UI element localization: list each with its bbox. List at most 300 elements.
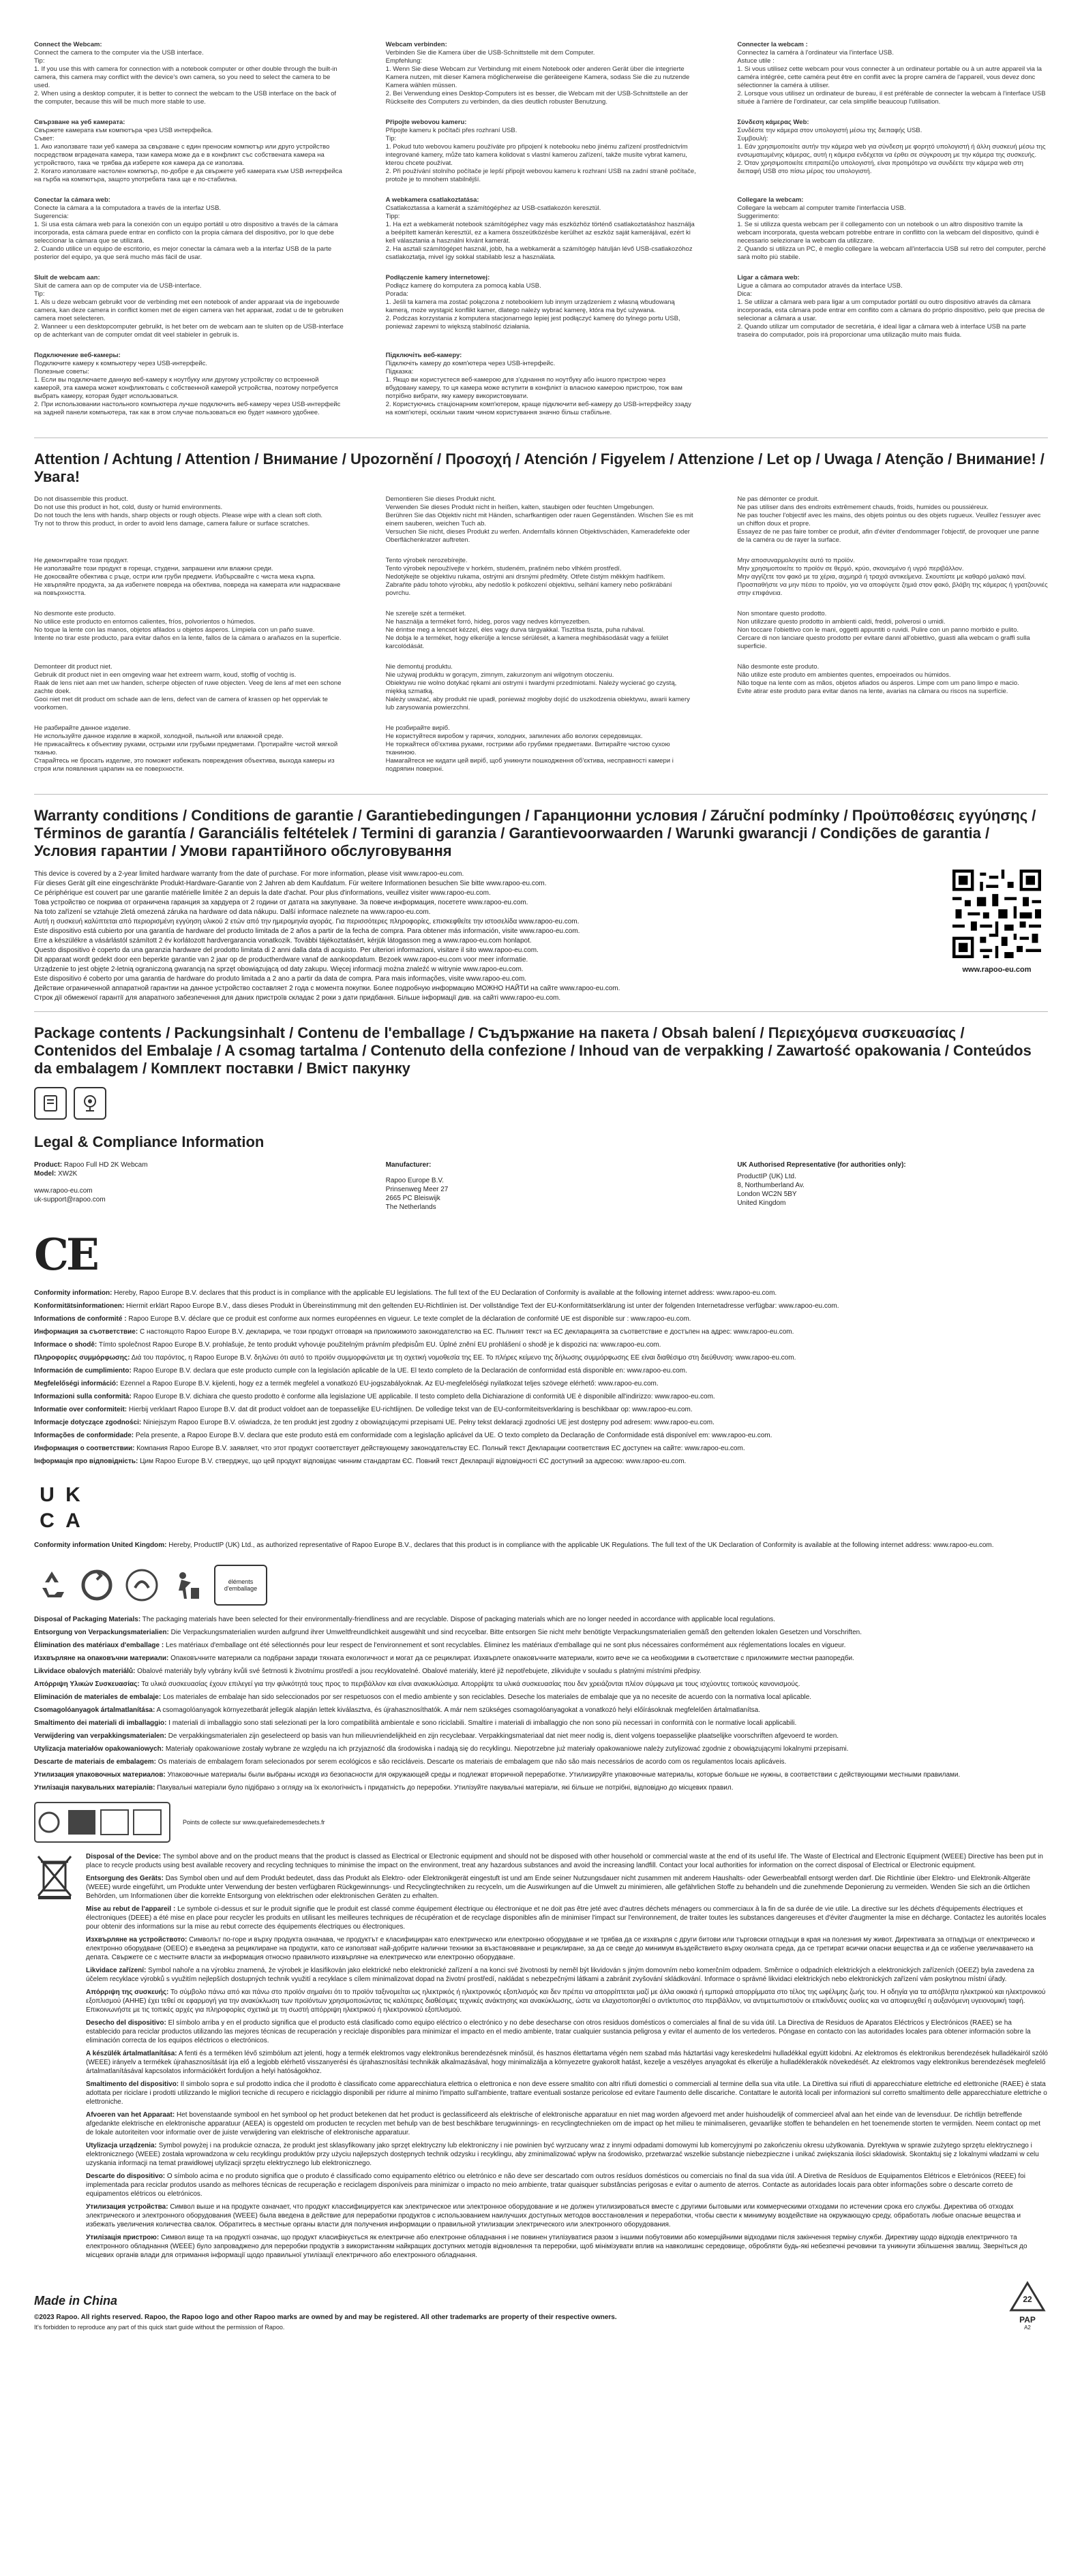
instruction-line: 2. Когато използвате настолен компютър, по-добре е да свържете уеб камерата към USB интерфейса на гърба на компютъра, защото употребата така ще е по-стабилна. bbox=[34, 168, 342, 183]
instruction-line: Συμβουλή: bbox=[737, 135, 768, 142]
conformity-item-label: Megfelelőségi információ: bbox=[34, 1380, 119, 1387]
attention-line: Ne pas démonter ce produit. bbox=[737, 495, 820, 503]
instruction-block bbox=[34, 352, 345, 417]
conformity-item-text: Rapoo Europe B.V. dichiara che questo prodotto è conforme alla legislazione UE applicabile. Il testo completo della Dichiarazione di conformità UE è disponibile all'indirizzo: www.rapoo-eu.com. bbox=[133, 1393, 715, 1400]
attention-line: Gebruik dit product niet in een omgeving waar het extreem warm, koud, stoffig of vochtig is. bbox=[34, 671, 297, 679]
attention-heading: Attention / Achtung / Attention / Внимание / Upozornění / Προσοχή / Atención / Figyelem / Attenzione / Let op / Uwaga / Atenção / Внимание! / Увага! bbox=[34, 450, 1045, 485]
conformity-item-label: Информация о соответствии: bbox=[34, 1445, 135, 1452]
attention-line: Не торкайтеся об'єктива руками, гострими або грубими предметами. Витирайте чистою сухою тканиною. bbox=[385, 741, 670, 756]
instruction-line: 1. Pokud tuto webovou kameru používáte pro připojení k notebooku nebo jinému zařízení prostřednictvím integrované kamery, může tato kamera kolidovat s vlastní kamerou zařízení, takže musíte vybrat kameru, kterou chcete používat. bbox=[385, 143, 688, 167]
instruction-title: Connect the Webcam: bbox=[34, 41, 102, 48]
instruction-block bbox=[34, 196, 345, 262]
instruction-line: Ligue a câmara ao computador através da interface USB. bbox=[737, 282, 903, 290]
instruction-line: 2. Quando utilizar um computador de secretária, é ideal ligar a câmara web à interface USB na parte traseira do computador, pois irá proporcionar uma utilização muito mais fluida. bbox=[737, 323, 1026, 339]
instruction-line: Connectez la caméra à l'ordinateur via l'interface USB. bbox=[737, 49, 894, 57]
attention-line: Μην αγγίζετε τον φακό με τα χέρια, αιχμηρά ή τραχιά αντικείμενα. Σκουπίστε με καθαρό μαλακό πανί. bbox=[737, 573, 1027, 581]
weee-item-text: Das Symbol oben und auf dem Produkt bedeutet, dass das Produkt als Elektro- oder Elektronikgerät eingestuft ist und am Ende seiner Nutzungsdauer nicht zusammen mit anderem Haushalts- oder Gewerbeabfall entsorgt werden darf. Die Richtlinie über Elektro- und Elektronik-Altgeräte (WEEE) wurde eingeführt, um Produkte unter Verwendung der besten verfügbaren Rückgewinnungs- und Recyclingtechniken zu recyceln, um die Auswirkungen auf die Umwelt zu minimieren, alle gefährlichen Stoffe zu behandeln und die zunehmende Deponierung zu vermeiden. Wenden Sie sich an die örtlichen Behörden, um Informationen über die korrekte Entsorgung von elektrischen oder elektronischen Geräten zu erhalten. bbox=[86, 1875, 1031, 1900]
copyright-note: It's forbidden to reproduce any part of this quick start guide without the permission of Rapoo. bbox=[34, 2324, 285, 2331]
conformity-item bbox=[34, 1431, 1048, 1440]
attention-line: Evite atirar este produto para evitar danos na lente, avarias na câmara ou riscos na superfície. bbox=[737, 688, 1008, 695]
weee-item-label: Απόρριψη της συσκευής: bbox=[86, 1989, 169, 1996]
weee-item-text: Символът по-горе и върху продукта означава, че продуктът е класифициран като електрическо или електронно оборудване и не трябва да се изхвърля с други битови или търговски отпадъци в края на полезния му живот. Директивата за отпадъци от електрическо и електронно оборудване (ОЕЕО) е въведена за рециклиране на продукти, като се използват най-добрите налични техники за възстановяване и рециклиране, за да се сведе до минимум въздействието върху околната среда, да се третират всички опасни вещества и да се избегне увеличаването на депата. Свържете се с местните власти за информация относно правилното изхвърляне на електрическо или електронно оборудване. bbox=[86, 1936, 1035, 1961]
conformity-item bbox=[34, 1457, 1048, 1466]
legal-info bbox=[34, 1161, 1048, 1212]
instruction-line: 1. Wenn Sie diese Webcam zur Verbindung mit einem Notebook oder anderen Gerät über die integrierte Kamera nutzen, mit dieser Kamera möglicherweise die geräteeigene Kamera, sodass Sie die zu nutzende Kamera wählen müssen. bbox=[385, 65, 690, 89]
model-label: Model: bbox=[34, 1170, 57, 1178]
attention-line: Não desmonte este produto. bbox=[737, 663, 820, 671]
instruction-line: Sugerencia: bbox=[34, 213, 69, 220]
conformity-item bbox=[34, 1392, 1048, 1401]
product-label: Product: bbox=[34, 1161, 63, 1169]
attention-block bbox=[386, 663, 697, 712]
instruction-title: Connecter la webcam : bbox=[737, 41, 808, 48]
qr-code-icon bbox=[952, 870, 1041, 958]
attention-line: Należy uważać, aby produkt nie upadł, ponieważ mogłoby dojść do uszkodzenia obiektywu, awarii kamery lub zarysowania powierzchni. bbox=[385, 696, 690, 711]
warranty-line: This device is covered by a 2-year limited hardware warranty from the date of purchase. For more information, please visit www.rapoo-eu.com. bbox=[34, 870, 464, 878]
conformity-item-label: Información de cumplimiento: bbox=[34, 1367, 132, 1375]
attention-block bbox=[737, 557, 1048, 598]
warranty-line: Действие ограниченной аппаратной гарантии на данное устройство составляет 2 года с момента покупки. Более подробную информацию МОЖНО НАЙТИ на сайте www.rapoo-eu.com. bbox=[34, 985, 620, 992]
conformity-item-text: Tímto společnost Rapoo Europe B.V. prohlašuje, že tento produkt vyhovuje použitelným právním předpisům EU. Úplné znění EU prohlášení o shodě je k dispozici na: www.rapoo-eu.com. bbox=[98, 1341, 661, 1349]
conformity-item-label: Informacje dotyczące zgodności: bbox=[34, 1419, 142, 1426]
instruction-title: Collegare la webcam: bbox=[737, 196, 804, 204]
packaging-item-label: Eliminación de materiales de embalaje: bbox=[34, 1693, 162, 1701]
instruction-block bbox=[737, 352, 1048, 417]
instruction-block bbox=[34, 41, 345, 106]
conformity-item bbox=[34, 1315, 1048, 1323]
legal-heading: Legal & Compliance Information bbox=[34, 1133, 265, 1150]
packaging-item-label: Entsorgung von Verpackungsmaterialien: bbox=[34, 1629, 169, 1636]
packaging-item-text: Die Verpackungsmaterialien wurden aufgrund ihrer Umweltfreundlichkeit ausgewählt und sind recycelbar. Bitte entsorgen Sie nicht mehr benötigte Verpackungsmaterialien gemäß den geltenden lokalen Gesetzen und Vorschriften. bbox=[170, 1629, 862, 1636]
attention-block bbox=[34, 610, 345, 651]
packaging-item bbox=[34, 1628, 1048, 1637]
attention-line: Старайтесь не бросать изделие, это поможет избежать повреждения объектива, выхода камеры из строя или появления царапин на ее поверхности. bbox=[34, 757, 335, 773]
warranty-line: Dit apparaat wordt gedekt door een beperkte garantie van 2 jaar op de productherdware vanaf de aankoopdatum. Bezoek www.rapoo-eu.com voor meer informatie. bbox=[34, 956, 528, 964]
warranty-line: Това устройство се покрива от ограничена гаранция за хардуера от 2 години от датата на закупуване. За повече информация, посетете www.rapoo-eu.com. bbox=[34, 899, 528, 906]
attention-line: Intente no tirar este producto, para evitar daños en la lente, fallos de la cámara o arañazos en la superficie. bbox=[34, 634, 342, 642]
weee-item-text: Het bovenstaande symbool en het symbool op het product betekenen dat het product is geclassificeerd als elektrische of elektronische apparatuur en niet mag worden afgevoerd met ander huishoudelijk of commercieel afval aan het einde van de levensduur. De richtlijn betreffende afgedankte elektrische en elektronische apparatuur (AEEA) is opgesteld om producten te recyclen met behulp van de best beschikbare terugwinnings- en recyclingtechnieken om de impact op het milieu te minimaliseren, gevaarlijke stoffen te behandelen en het toenemende storten te vermijden. Neem contact op met de lokale autoriteiten voor informatie over de juiste verwijdering van elektrische of elektronische apparatuur. bbox=[86, 2111, 1041, 2136]
instruction-line: Підказка: bbox=[385, 368, 414, 375]
attention-line: Non toccare l'obiettivo con le mani, oggetti appuntiti o ruvidi. Pulire con un panno morbido e pulito. bbox=[737, 626, 1019, 634]
packaging-disposal-list bbox=[34, 1615, 1048, 1792]
packaging-item bbox=[34, 1693, 1048, 1702]
weee-item bbox=[86, 1988, 1048, 2014]
instruction-line: 1. Si usa esta cámara web para la conexión con un equipo portátil u otro dispositivo a través de la cámara incorporada, esta cámara puede entrar en conflicto con la propia cámara del dispositivo, por lo que debe seleccionar la cámara que se utilizará. bbox=[34, 221, 338, 245]
warranty-heading: Warranty conditions / Conditions de garantie / Garantiebedingungen / Гаранционни условия / Záruční podmínky / Προϋποθέσεις εγγύησης / Términos de garantía / Garanciális feltételek / Termini di garanzia / Garantievoorwaarden / Warunki gwarancji / Condições de garantia / Условия гарантии / Умови гарантійного обслуговування bbox=[34, 807, 1036, 859]
weee-item bbox=[86, 2049, 1048, 2076]
instruction-line: 2. Lorsque vous utilisez un ordinateur de bureau, il est préférable de connecter la webcam à l'interface USB située à l'arrière de l'ordinateur, car cela simplifie beaucoup l'utilisation. bbox=[737, 90, 1046, 106]
packaging-item-text: Опаковъчните материали са подбрани заради тяхната екологичност и могат да се рециклират. Изхвърлете опаковъчните материали, които вече не са необходими в съответствие с приложимите местни разпоредби. bbox=[170, 1655, 854, 1662]
weee-item-text: El símbolo arriba y en el producto significa que el producto está clasificado como equipo eléctrico o electrónico y no debe desecharse con otros residuos domésticos o comerciales al final de su vida útil. La Directiva de Residuos de Aparatos Eléctricos y Electrónicos (RAEE) se ha establecido para reciclar productos utilizando las mejores técnicas de recuperación y reciclaje disponibles para minimizar el impacto en el medio ambiente, tratar cualquier sustancia peligrosa y evitar el aumento de los vertederos. Póngase en contacto con las autoridades locales para obtener información sobre la eliminación correcta de los equipos eléctricos o electrónicos. bbox=[86, 2019, 1031, 2044]
instruction-line: 2. Podczas korzystania z komputera stacjonarnego lepiej jest podłączyć kamerę do tylnego portu USB, ponieważ zapewni to większą stabilność działania. bbox=[385, 315, 680, 331]
conformity-item-text: Hereby, Rapoo Europe B.V. declares that this product is in compliance with the applicable EU legislations. The full text of the EU Declaration of Conformity is available at the following internet address: www.rapoo-eu.com. bbox=[114, 1289, 777, 1297]
instruction-block bbox=[737, 196, 1048, 262]
conformity-item-text: Niniejszym Rapoo Europe B.V. oświadcza, że ten produkt jest zgodny z obowiązującymi przepisami UE. Pełny tekst deklaracji zgodności UE jest dostępny pod adresem: www.rapoo-eu.com. bbox=[143, 1419, 715, 1426]
conformity-item-label: Πληροφορίες συμμόρφωσης: bbox=[34, 1354, 130, 1362]
instruction-line: 2. Bei Verwendung eines Desktop-Computers ist es besser, die Webcam mit der USB-Schnittstelle an der Rückseite des Computers zu verbinden, da dies deutlich robuster Benutzung. bbox=[385, 90, 689, 106]
conformity-item-text: Rapoo Europe B.V. déclare que ce produit est conforme aux normes européennes en vigueur. Le texte complet de la déclaration de conformité UE est disponible sur : www.rapoo-eu.com. bbox=[128, 1315, 691, 1323]
instruction-line: 1. Если вы подключаете данную веб-камеру к ноутбуку или другому устройству со встроенной камерой, эта камера может конфликтовать с собственной камерой устройства, поэтому потребуется выбрать камеру, которая будет использоваться. bbox=[34, 376, 338, 400]
ce-mark-icon: CE bbox=[34, 1229, 97, 1281]
instruction-title: Ligar a câmara web: bbox=[737, 274, 800, 281]
attention-line: Не докосвайте обектива с ръце, остри или груби предмети. Избърсвайте с чиста мека кърпа. bbox=[34, 573, 316, 581]
attention-line: Zabraňte pádu tohoto výrobku, aby nedošlo k poškození objektivu, selhání kamery nebo poškrábání povrchu. bbox=[385, 581, 672, 597]
packaging-item bbox=[34, 1770, 1048, 1779]
ukca-letter: A bbox=[65, 1509, 80, 1532]
legal-site: www.rapoo-eu.com bbox=[34, 1187, 93, 1195]
attention-line: No toque la lente con las manos, objetos afilados u objetos ásperos. Límpiela con un paño suave. bbox=[34, 626, 315, 634]
ukca-letter: C bbox=[40, 1509, 55, 1532]
instruction-line: 2. When using a desktop computer, it is better to connect the webcam to the USB interface on the back of the computer, because this will be much more stable to use. bbox=[34, 90, 337, 106]
packaging-item-text: Materiały opakowaniowe zostały wybrane ze względu na ich przyjazność dla środowiska i nadają się do recyklingu. Niepotrzebne już materiały opakowaniowe należy zutylizować zgodnie z obowiązującymi lokalnymi przepisami. bbox=[165, 1745, 849, 1753]
attention-line: Non smontare questo prodotto. bbox=[737, 610, 827, 617]
pap-number: 22 bbox=[1023, 2295, 1032, 2304]
instruction-line: Připojte kameru k počítači přes rozhraní USB. bbox=[385, 127, 517, 134]
attention-line: Намагайтеся не кидати цей виріб, щоб уникнути пошкодження об'єктива, несправності камери і подряпин поверхні. bbox=[385, 757, 674, 773]
instruction-block bbox=[34, 274, 345, 339]
weee-item bbox=[86, 2233, 1048, 2260]
recycle-icons bbox=[34, 1565, 1048, 1606]
instruction-line: Suggerimento: bbox=[737, 213, 780, 220]
weee-item-label: Disposal of the Device: bbox=[86, 1853, 162, 1860]
weee-item-label: Утилізація пристрою: bbox=[86, 2234, 160, 2241]
packaging-item-text: De verpakkingsmaterialen zijn geselecteerd op basis van hun milieuvriendelijkheid en zijn recyclebaar. Verpakkingsmateriaal dat niet meer nodig is, dient volgens toepasselijke plaatselijke voorschriften afgevoerd te worden. bbox=[168, 1732, 839, 1740]
instruction-line: 1. If you use this with camera for connection with a notebook computer or other double through the built-in camera, this camera may conflict with the device's own camera, so you need to select the camera to be used. bbox=[34, 65, 337, 89]
instruction-line: Dica: bbox=[737, 290, 752, 298]
weee-item-label: Утилизация устройства: bbox=[86, 2203, 168, 2211]
instruction-line: Tip: bbox=[385, 135, 397, 142]
conformity-item-label: Інформація про відповідність: bbox=[34, 1458, 138, 1465]
attention-line: Obiektywu nie wolno dotykać rękami ani ostrymi i twardymi przedmiotami. Należy wycierać go czystą, miękką szmatką. bbox=[385, 679, 677, 695]
attention-block bbox=[737, 663, 1048, 712]
weee-item bbox=[86, 1874, 1048, 1901]
weee-item-text: Il simbolo sopra e sul prodotto indica che il prodotto è classificato come apparecchiatura elettrica o elettronica e non deve essere smaltito con altri rifiuti domestici o commerciali al termine della sua vita utile. La Direttiva sui rifiuti di apparecchiature elettriche ed elettroniche (RAEE) è stata adottata per riciclare i prodotti utilizzando le migliori tecniche di recupero e riciclaggio disponibili per ridurre al minimo l'impatto sull'ambiente, trattare eventuali sostanze pericolose ed evitare l'aumento delle discariche. Contattare le autorità locali per informazioni sul corretto smaltimento delle apparecchiature elettriche o elettroniche. bbox=[86, 2081, 1047, 2106]
attention-line: Non utilizzare questo prodotto in ambienti caldi, freddi, polverosi o umidi. bbox=[737, 618, 946, 626]
packaging-item-label: Disposal of Packaging Materials: bbox=[34, 1616, 141, 1623]
manufacturer-line: 2665 PC Bleiswijk bbox=[385, 1195, 440, 1202]
packaging-item-label: Descarte de materiais de embalagem: bbox=[34, 1758, 156, 1766]
attention-block bbox=[34, 557, 345, 598]
attention-line: Demontieren Sie dieses Produkt nicht. bbox=[385, 495, 496, 503]
attention-line: Ne használja a terméket forró, hideg, poros vagy nedves környezetben. bbox=[385, 618, 591, 626]
product-info bbox=[34, 1161, 345, 1212]
instruction-line: Sluit de camera aan op de computer via de USB-interface. bbox=[34, 282, 202, 290]
weee-item-label: Descarte do dispositivo: bbox=[86, 2173, 166, 2180]
warranty-line: Für dieses Gerät gilt eine eingeschränkte Produkt-Hardware-Garantie von 2 Jahren ab dem Kaufdatum. Für weitere Informationen besuchen Sie bitte www.rapoo-eu.com. bbox=[34, 880, 547, 887]
instruction-line: Verbinden Sie die Kamera über die USB-Schnittstelle mit dem Computer. bbox=[385, 49, 595, 57]
instruction-line: 1. Εάν χρησιμοποιείτε αυτήν την κάμερα web για σύνδεση με φορητό υπολογιστή ή άλλη συσκευή μέσω της ενσωματωμένης κάμερας, αυτή η κάμερα ενδέχεται να έρθει σε σύγκρουση με την κάμερα της συσκευής. bbox=[737, 143, 1046, 159]
attention-line: Tento výrobek nepoužívejte v horkém, studeném, prašném nebo vlhkém prostředí. bbox=[385, 565, 622, 572]
conformity-item-text: Цим Rapoo Europe B.V. стверджує, що цей продукт відповідає чинним стандартам ЄС. Повний текст Декларації відповідності ЄС доступний за адресою: www.rapoo-eu.com. bbox=[140, 1458, 687, 1465]
attention-section bbox=[34, 495, 1048, 786]
manufacturer-info bbox=[386, 1161, 697, 1212]
packaging-item-text: Les matériaux d'emballage ont été sélectionnés pour leur respect de l'environnement et sont recyclables. Éliminez les matériaux d'emballage qui ne sont plus nécessaires conformément aux réglementations locales en vigueur. bbox=[166, 1642, 846, 1649]
weee-item bbox=[86, 2080, 1048, 2106]
packaging-item-label: Élimination des matériaux d'emballage : bbox=[34, 1642, 164, 1649]
product-value: Rapoo Full HD 2K Webcam bbox=[63, 1161, 148, 1169]
conformity-item-text: Rapoo Europe B.V. declara que este producto cumple con la legislación aplicable de la UE. El texto completo de la Declaración de conformidad está disponible en: www.rapoo-eu.com. bbox=[133, 1367, 687, 1375]
weee-bin-icon bbox=[34, 1852, 75, 1900]
weee-item-label: Desecho del dispositivo: bbox=[86, 2019, 166, 2027]
conformity-item-label: Informações de conformidade: bbox=[34, 1432, 134, 1439]
instruction-line: Подключите камеру к компьютеру через USB-интерфейс. bbox=[34, 360, 208, 367]
weee-item-label: Entsorgung des Geräts: bbox=[86, 1875, 164, 1882]
attention-line: Не демонтирайте този продукт. bbox=[34, 557, 129, 564]
warranty-section bbox=[34, 870, 1048, 1003]
weee-item-text: Le symbole ci-dessus et sur le produit signifie que le produit est classé comme équipement électrique ou électronique et ne doit pas être jeté avec d'autres déchets ménagers ou commerciaux à la fin de sa durée de vie utile. La directive sur les déchets d'équipements électriques et électroniques (DEEE) a été mise en place pour recycler les produits en utilisant les meilleures techniques de récupération et de recyclage disponibles afin de minimiser l'impact sur l'environnement, de traiter toutes les substances dangereuses et d'éviter d'augmenter la mise en décharge. Contactez les autorités locales pour obtenir des informations sur la mise au rebut correcte des équipements électriques ou électroniques. bbox=[86, 1905, 1047, 1931]
packaging-item-text: Los materiales de embalaje han sido seleccionados por ser respetuosos con el medio ambiente y son reciclables. Deseche los materiales de embalaje que ya no necesite de acuerdo con la normativa local aplicable. bbox=[162, 1693, 812, 1701]
instruction-line: 2. Wanneer u een desktopcomputer gebruikt, is het beter om de webcam aan te sluiten op de USB-interface op de achterkant van de computer omdat dit veel stabieler in gebruik is. bbox=[34, 323, 344, 339]
attention-line: No desmonte este producto. bbox=[34, 610, 116, 617]
instruction-line: 2. Ha asztali számítógépet használ, jobb, ha a webkamerát a számítógép hátulján lévő USB-csatlakozóhoz csatlakoztatja, mivel így sokkal stabilabb lesz a használata. bbox=[385, 245, 693, 261]
instruction-line: 2. Cuando utilice un equipo de escritorio, es mejor conectar la cámara web a la interfaz USB de la parte posterior del equipo, ya que será mucho más fácil de usar. bbox=[34, 245, 332, 261]
weee-item bbox=[86, 2141, 1048, 2168]
conformity-item bbox=[34, 1379, 1048, 1388]
weee-disposal-list bbox=[86, 1852, 1048, 2264]
recycle-icon bbox=[34, 1567, 70, 1603]
uk-rep-line: 8, Northumberland Av. bbox=[737, 1182, 805, 1189]
conformity-item bbox=[34, 1353, 1048, 1362]
conformity-item-label: Информация за съответствие: bbox=[34, 1328, 138, 1336]
divider bbox=[34, 1011, 1048, 1012]
warranty-line: Αυτή η συσκευή καλύπτεται από περιορισμένη εγγύηση υλικού 2 ετών από την ημερομηνία αγοράς. Για περισσότερες πληροφορίες, επισκεφθείτε την ιστοσελίδα www.rapoo-eu.com. bbox=[34, 918, 580, 925]
attention-line: Do not use this product in hot, cold, dusty or humid environments. bbox=[34, 504, 223, 511]
attention-line: Try not to throw this product, in order to avoid lens damage, camera failure or surface scratches. bbox=[34, 520, 310, 527]
attention-block bbox=[34, 724, 345, 773]
instruction-block bbox=[386, 196, 697, 262]
instruction-line: Συνδέστε την κάμερα στον υπολογιστή μέσω της διεπαφής USB. bbox=[737, 127, 922, 134]
weee-item-label: Likvidace zařízení: bbox=[86, 1967, 147, 1974]
packaging-item-label: Utylizacja materiałów opakowaniowych: bbox=[34, 1745, 164, 1753]
copyright: ©2023 Rapoo. All rights reserved. Rapoo, the Rapoo logo and other Rapoo marks are owned by and may be registered. All other trademarks are property of their respective owners. bbox=[34, 2314, 617, 2321]
instruction-line: 1. Se si utilizza questa webcam per il collegamento con un notebook o un altro dispositivo tramite la webcam incorporata, questa webcam potrebbe entrare in conflitto con la webcam del dispositivo, quindi è necessario selezionare la webcam da utilizzare. bbox=[737, 221, 1039, 245]
divider bbox=[34, 794, 1048, 795]
instruction-line: Podłącz kamerę do komputera za pomocą kabla USB. bbox=[385, 282, 541, 290]
manufacturer-title: Manufacturer: bbox=[385, 1161, 432, 1169]
instruction-title: Підключіть веб-камеру: bbox=[385, 352, 462, 359]
packaging-item-text: Τα υλικά συσκευασίας έχουν επιλεγεί για την φιλικότητά τους προς το περιβάλλον και είναι ανακυκλώσιμα. Απορρίψτε τα υλικά συσκευασίας που δεν χρειάζονται πλέον σύμφωνα με τους ισχύοντες τοπικούς κανονισμούς. bbox=[141, 1681, 800, 1688]
manufacturer-line: The Netherlands bbox=[385, 1203, 436, 1211]
uk-conformity-label: Conformity information United Kingdom: bbox=[34, 1542, 167, 1549]
weee-item bbox=[86, 1905, 1048, 1931]
instruction-line: 1. Se utilizar a câmara web para ligar a um computador portátil ou outro dispositivo através da câmara incorporada, esta câmara pode entrar em conflito com a câmara do próprio dispositivo, pelo que precisa de selecionar a câmara a usar. bbox=[737, 298, 1045, 322]
instruction-line: Tip: bbox=[34, 290, 45, 298]
weee-item bbox=[86, 2019, 1048, 2045]
packaging-item-text: I materiali di imballaggio sono stati selezionati per la loro compatibilità ambientale e sono riciclabili. Smaltire i materiali di imballaggio che non sono più necessari in conformità con le normative locali applicabili. bbox=[168, 1719, 797, 1727]
packaging-item-label: Likvidace obalových materiálů: bbox=[34, 1668, 136, 1675]
instruction-line: Collegare la webcam al computer tramite l'interfaccia USB. bbox=[737, 204, 906, 212]
conformity-item-label: Konformitätsinformationen: bbox=[34, 1302, 125, 1310]
weee-item bbox=[86, 1935, 1048, 1962]
weee-item-text: Το σύμβολο πάνω από και πάνω στο προϊόν σημαίνει ότι το προϊόν ταξινομείται ως ηλεκτρικός ή ηλεκτρονικός εξοπλισμός και δεν πρέπει να απορρίπτεται μαζί με άλλα οικιακά ή εμπορικά απορρίμματα στο τέλος της ωφέλιμης ζωής του. Η οδηγία για τα απόβλητα ηλεκτρικού και ηλεκτρονικού εξοπλισμού (ΑΗΗΕ) έχει τεθεί σε εφαρμογή για την ανακύκλωση των προϊόντων χρησιμοποιώντας τις καλύτερες διαθέσιμες τεχνικές ανάκτησης και ανακύκλωσης, ώστε να ελαχιστοποιηθεί ο αντίκτυπος στο περιβάλλον, να αντιμετωπιστούν οι επικίνδυνες ουσίες και να αποφευχθεί η αυξανόμενη υγειονομική ταφή. Επικοινωνήστε με τις τοπικές αρχές για πληροφορίες σχετικά με τη σωστή απόρριψη ηλεκτρικού ή ηλεκτρονικού εξοπλισμού. bbox=[86, 1989, 1046, 2014]
triman-block bbox=[34, 1802, 1048, 1843]
uk-conformity bbox=[34, 1541, 1048, 1550]
conformity-item-text: Hierbij verklaart Rapoo Europe B.V. dat dit product voldoet aan de toepasselijke EU-richtlijnen. De volledige tekst van de EU-conformiteitsverklaring is beschikbaar op: www.rapoo-eu.com. bbox=[128, 1406, 693, 1413]
instruction-line: 1. Ha ezt a webkamerát notebook számítógéphez vagy más eszközhöz történő csatlakoztatáshoz használja a beépített kamerán keresztül, ez a kamera összeütközésbe kerülhet az eszköz saját kamerájával, ezért ki kell választania a használni kívánt kamerát. bbox=[385, 221, 695, 245]
weee-item-label: Utylizacja urządzenia: bbox=[86, 2142, 157, 2149]
instruction-line: Tipp: bbox=[385, 213, 400, 220]
attention-line: Gooi niet met dit product om schade aan de lens, defect van de camera of krassen op het oppervlak te voorkomen. bbox=[34, 696, 328, 711]
conformity-item-label: Informatie over conformiteit: bbox=[34, 1406, 127, 1413]
attention-line: Não toque na lente com as mãos, objetos afiados ou ásperos. Limpe com um pano limpo e macio. bbox=[737, 679, 1019, 687]
weee-item-text: Symbol nahoře a na výrobku znamená, že výrobek je klasifikován jako elektrické nebo elektronické zařízení a na konci své životnosti by neměl být likvidován s jiným domovním nebo komerčním odpadem. Směrnice o odpadních elektrických a elektronických zařízeních (OEEZ) byla zavedena za účelem recyklace výrobků s využitím nejlepších dostupných technik využití a recyklace s cílem minimalizovat dopad na životní prostředí, nakládat s nebezpečnými látkami a zabránit zvyšování skládkování. Informace o správné likvidaci elektrických nebo elektronických zařízení vám poskytnou místní úřady. bbox=[86, 1967, 1034, 1983]
instruction-line: Conecte la cámara a la computadora a través de la interfaz USB. bbox=[34, 204, 222, 212]
attention-line: Nie demontuj produktu. bbox=[385, 663, 453, 671]
weee-item-text: Symbol powyżej i na produkcie oznacza, że produkt jest sklasyfikowany jako sprzęt elektryczny lub elektroniczny i nie powinien być wyrzucany wraz z innymi odpadami domowymi lub komercyjnymi po zakończeniu okresu użytkowania. Dyrektywa w sprawie zużytego sprzętu elektrycznego i elektronicznego (WEEE) została wprowadzona w celu recyklingu produktów przy użyciu najlepszych dostępnych technik odzysku i recyklingu, aby zminimalizować wpływ na środowisko, przetwarzać wszelkie substancje niebezpieczne i unikać zwiększania ilości składowisk. Skontaktuj się z lokalnymi władzami w celu uzyskania informacji na temat prawidłowej utylizacji sprzętu elektrycznego lub elektronicznego. bbox=[86, 2142, 1039, 2167]
warranty-site: www.rapoo-eu.com bbox=[962, 966, 1032, 974]
instruction-block bbox=[386, 41, 697, 106]
uk-conformity-text: Hereby, ProductIP (UK) Ltd., as authorized representative of Rapoo Europe B.V., declares that this product is in compliance with the applicable UK Regulations. The full text of the UK Declaration of Conformity is available at the following internet address: www.rapoo-eu.com. bbox=[168, 1542, 994, 1549]
instruction-line: 2. Při používání stolního počítače je lepší připojit webovou kameru k rozhraní USB na zadní straně počítače, protože je to mnohem stabilnější. bbox=[385, 168, 696, 183]
attention-block bbox=[737, 724, 1048, 773]
packaging-item bbox=[34, 1667, 1048, 1676]
ukca-mark-icon bbox=[34, 1482, 86, 1534]
instruction-line: Empfehlung: bbox=[385, 57, 422, 65]
packaging-item-label: Verwijdering van verpakkingsmaterialen: bbox=[34, 1732, 166, 1740]
attention-line: Ne szerelje szét a terméket. bbox=[385, 610, 466, 617]
conformity-item-label: Informace o shodě: bbox=[34, 1341, 97, 1349]
uk-rep-line: ProductIP (UK) Ltd. bbox=[737, 1173, 796, 1180]
instruction-line: 1. Si vous utilisez cette webcam pour vous connecter à un ordinateur portable ou à un autre appareil via la caméra intégrée, cette caméra peut être en conflit avec la propre caméra de l'appareil, vous devez donc sélectionner la caméra à utiliser. bbox=[737, 65, 1042, 89]
uk-rep-info bbox=[737, 1161, 1048, 1212]
conformity-item bbox=[34, 1289, 1048, 1298]
conformity-item-label: Informazioni sulla conformità: bbox=[34, 1393, 132, 1400]
packaging-item-label: Утилізація пакувальних матеріалів: bbox=[34, 1784, 155, 1792]
made-in: Made in China bbox=[34, 2294, 118, 2307]
attention-block bbox=[34, 663, 345, 712]
warranty-line: Este dispositivo está cubierto por una garantía de hardware del producto limitada de 2 años a partir de la fecha de compra. Para obtener más información, visite www.rapoo-eu.com. bbox=[34, 927, 580, 935]
warranty-line: Erre a készülékre a vásárlástól számított 2 év korlátozott hardvergarancia vonatkozik. További tájékoztatásért, kérjük látogasson meg a www.rapoo-eu.com honlapot. bbox=[34, 937, 532, 945]
conformity-item bbox=[34, 1444, 1048, 1453]
model-value: XW2K bbox=[58, 1170, 78, 1178]
conformity-item bbox=[34, 1340, 1048, 1349]
attention-line: Cercare di non lanciare questo prodotto per evitare danni all'obiettivo, guasti alla webcam o graffi sulla superficie. bbox=[737, 634, 1030, 650]
instruction-title: A webkamera csatlakoztatása: bbox=[385, 196, 479, 204]
attention-block bbox=[386, 610, 697, 651]
warranty-line: Urządzenie to jest objęte 2-letnią ograniczoną gwarancją na sprzęt obowiązującą od daty zakupu. Więcej informacji można znaleźć w witrynie www.rapoo-eu.com. bbox=[34, 966, 524, 973]
triman-info-icon bbox=[34, 1802, 170, 1843]
packaging-item bbox=[34, 1758, 1048, 1766]
manufacturer-line: Prinsenweg Meer 27 bbox=[385, 1186, 449, 1193]
packaging-item bbox=[34, 1719, 1048, 1728]
ukca-letter: U bbox=[40, 1484, 55, 1506]
instruction-title: Conectar la cámara web: bbox=[34, 196, 110, 204]
conformity-item bbox=[34, 1418, 1048, 1427]
conformity-item-text: Διά του παρόντος, η Rapoo Europe B.V. δηλώνει ότι αυτό το προϊόν συμμορφώνεται με τη σχετική νομοθεσία της ΕΕ. Το πλήρες κείμενο της δήλωσης συμμόρφωσης ΕΕ είναι διαθέσιμο στη διεύθυνση: www.rapoo-eu.com. bbox=[131, 1354, 796, 1362]
weee-item bbox=[86, 1852, 1048, 1870]
conformity-item bbox=[34, 1405, 1048, 1414]
warranty-line: Questo dispositivo è coperto da una garanzia hardware del prodotto limitata di 2 anni dalla data di acquisto. Per ulteriori informazioni, visitare il sito www.rapoo-eu.com. bbox=[34, 947, 539, 954]
weee-item-text: The symbol above and on the product means that the product is classed as Electrical or Electronic equipment and should not be disposed with other household or commercial waste at the end of its useful life. The Waste of Electrical and Electronic Equipment (WEEE) Directive has been put in place to recycle products using best available recovery and recycling techniques to minimise the impact on the environment, treat any hazardous substances and avoid the increasing landfill. Contact your local authorities for information on the correct disposal of Electrical or Electronic equipment. bbox=[86, 1853, 1043, 1869]
instruction-line: 2. При использовании настольного компьютера лучше подключить веб-камеру через USB-интерфейс на задней панели компьютера, так как в этом случае пользоваться ею будет намного удобнее. bbox=[34, 401, 341, 416]
packaging-badge-text: éléments d'emballage bbox=[224, 1578, 258, 1592]
legal-email: uk-support@rapoo.com bbox=[34, 1196, 106, 1203]
instruction-line: Свържете камерата към компютъра чрез USB интерфейса. bbox=[34, 127, 213, 134]
attention-block bbox=[386, 724, 697, 773]
attention-line: Essayez de ne pas faire tomber ce produit, afin d'éviter d'endommager l'objectif, de provoquer une panne de la caméra ou de rayer la surface. bbox=[737, 528, 1040, 544]
attention-line: Demonteer dit product niet. bbox=[34, 663, 112, 671]
conformity-item bbox=[34, 1328, 1048, 1336]
instruction-title: Webcam verbinden: bbox=[385, 41, 447, 48]
weee-item-label: Afvoeren van het Apparaat: bbox=[86, 2111, 175, 2119]
uk-rep-line: United Kingdom bbox=[737, 1199, 786, 1207]
manufacturer-line: Rapoo Europe B.V. bbox=[385, 1177, 444, 1184]
instruction-line: 1. Als u deze webcam gebruikt voor de verbinding met een notebook of ander apparaat via de ingebouwde camera, kan deze camera in conflict komen met de eigen camera van het apparaat, zodat u de te gebruiken camera moet selecteren. bbox=[34, 298, 344, 322]
instruction-line: Полезные советы: bbox=[34, 368, 89, 375]
conformity-item-text: Pela presente, a Rapoo Europe B.V. declara que este produto está em conformidade com a legislação aplicável da UE. O texto completo da Declaração de Conformidade está disponível em: www.rapoo-eu.com. bbox=[135, 1432, 772, 1439]
instruction-line: 2. Quando si utilizza un PC, è meglio collegare la webcam all'interfaccia USB sul retro del computer, perché sarà molto più stabile. bbox=[737, 245, 1047, 261]
weee-item-label: Mise au rebut de l'appareil : bbox=[86, 1905, 176, 1913]
instruction-block bbox=[737, 41, 1048, 106]
packaging-elements-badge bbox=[214, 1565, 267, 1606]
attention-line: Verwenden Sie dieses Produkt nicht in heißen, kalten, staubigen oder feuchten Umgebungen. bbox=[385, 504, 655, 511]
attention-line: Ne pas toucher l'objectif avec les mains, des objets pointus ou des objets rugueux. Veuillez l'essuyer avec un chiffon doux et propre. bbox=[737, 512, 1041, 527]
instruction-title: Свързване на уеб камерата: bbox=[34, 119, 125, 126]
instruction-title: Podłączenie kamery internetowej: bbox=[385, 274, 490, 281]
weee-section bbox=[34, 1852, 1048, 2264]
conformity-item-text: Компания Rapoo Europe B.V. заявляет, что этот продукт соответствует действующему законодательству ЕС. Полный текст Декларации соответствия ЕС доступен на сайте: www.rapoo-eu.com. bbox=[136, 1445, 745, 1452]
attention-line: Berühren Sie das Objektiv nicht mit Händen, scharfkantigen oder rauen Gegenständen. Wischen Sie es mit einem sauberen, weichen Tuch ab. bbox=[385, 512, 693, 527]
warranty-list bbox=[34, 870, 918, 1003]
instruction-line: 2. Користуючись стаціонарним комп'ютером, краще підключити веб-камеру до USB-інтерфейсу ззаду на комп'ютері, оскільки таким чином користування значно більш стабільне. bbox=[385, 401, 691, 416]
qr-block bbox=[946, 870, 1048, 1003]
instruction-line: 1. Jeśli ta kamera ma zostać połączona z notebookiem lub innym urządzeniem z własną wbudowaną kamerą, może wystąpić konflikt kamer, dlatego należy wybrać kamerę, która ma być używana. bbox=[385, 298, 675, 314]
attention-line: Не прикасайтесь к объективу руками, острыми или грубыми предметами. Протирайте чистой мягкой тканью. bbox=[34, 741, 338, 756]
instruction-line: Съвет: bbox=[34, 135, 55, 142]
attention-line: Не розбирайте виріб. bbox=[385, 724, 450, 732]
packaging-item-text: The packaging materials have been selected for their environmentally-friendliness and are recyclable. Dispose of packaging materials which are no longer needed in accordance with applicable local regulations. bbox=[142, 1616, 776, 1623]
attention-line: Μην αποσυναρμολογείτε αυτό το προϊόν. bbox=[737, 557, 855, 564]
triman-caption: Points de collecte sur www.quefairedemesdechets.fr bbox=[183, 1819, 325, 1826]
uk-rep-line: London WC2N 5BY bbox=[737, 1191, 797, 1198]
attention-block bbox=[737, 610, 1048, 651]
paper-recycle-icon bbox=[124, 1567, 160, 1603]
weee-item bbox=[86, 2203, 1048, 2229]
instruction-line: Connect the camera to the computer via the USB interface. bbox=[34, 49, 204, 57]
warranty-line: Строк дії обмеженої гарантії для апаратного забезпечення для даних пристроїв складає 2 роки з дати придбання. Більше інформації див. на сайті www.rapoo-eu.com. bbox=[34, 994, 561, 1002]
package-icons bbox=[34, 1087, 1048, 1120]
instruction-block bbox=[386, 119, 697, 184]
packaging-item bbox=[34, 1732, 1048, 1741]
instruction-line: 1. Якщо ви користуєтеся веб-камерою для з'єднання по ноутбуку або іншого пристрою через вбудовану камеру, то ця камера може вступити в конфлікт із власною камерою пристрою, тож вам потрібно вибрати, яку камеру використовувати. bbox=[385, 376, 682, 400]
attention-line: Не хвърляйте продукта, за да избегнете повреда на обектива, повреда на камерата или надраскване на повърхността. bbox=[34, 581, 341, 597]
instruction-title: Připojte webovou kameru: bbox=[385, 119, 467, 126]
packaging-item-text: Упаковочные материалы были выбраны исходя из безопасности для окружающей среды и подлежат вторичной переработке. Утилизируйте упаковочные материалы, которые больше не нужны, в соответствии с действующими местными правилами. bbox=[167, 1771, 961, 1779]
conformity-item-text: Hiermit erklärt Rapoo Europe B.V., dass dieses Produkt in Übereinstimmung mit den geltenden EU-Richtlinien ist. Der vollständige Text der EU-Konformitätserklärung ist unter der folgenden Internetadresse verfügbar: www.rapoo-eu.com. bbox=[126, 1302, 839, 1310]
weee-item bbox=[86, 1966, 1048, 1984]
pap-label: PAP bbox=[1019, 2315, 1036, 2325]
instruction-line: Astuce utile : bbox=[737, 57, 775, 65]
packaging-item-text: Obalové materiály byly vybrány kvůli své šetrnosti k životnímu prostředí a jsou recyklovatelné. Obalové materiály, které již nepotřebujete, zlikvidujte v souladu s platnými místními předpisy. bbox=[137, 1668, 702, 1675]
conformity-item bbox=[34, 1302, 1048, 1310]
pap-recycle-badge bbox=[1007, 2280, 1048, 2331]
packaging-item bbox=[34, 1783, 1048, 1792]
attention-line: Не используйте данное изделие в жаркой, холодной, пыльной или влажной среде. bbox=[34, 733, 284, 740]
weee-item bbox=[86, 2172, 1048, 2198]
packaging-item-label: Утилизация упаковочных материалов: bbox=[34, 1771, 166, 1779]
packaging-item-text: A csomagolóanyagok környezetbarát jellegük alapján lettek kiválasztva, és újrahasznosíthatók. A már nem szükséges csomagolóanyagokat a vonatkozó helyi előírásoknak megfelelően ártalmatlanítsa. bbox=[156, 1706, 761, 1714]
weee-item-text: Символ выше и на продукте означает, что продукт классифицируется как электрическое или электронное оборудование и не должен утилизироваться вместе с другими бытовыми или коммерческими отходами по истечении срока его службы. Директива об отходах электрического и электронного оборудования (WEEE) была введена в действие для переработки продуктов с использованием наилучших доступных методов восстановления и переработки, чтобы свести к минимуму воздействие на окружающую среду, обработать любые опасные вещества и избежать увеличения количества свалок. Обратитесь в местные органы власти для получения информации о правильной утилизации электрического или электронного оборудования. bbox=[86, 2203, 1021, 2228]
packaging-item-text: Os materiais de embalagem foram selecionados por serem ecológicos e são recicláveis. Descarte os materiais de embalagem que não são mais necessários de acordo com os regulamentos locais aplicáveis. bbox=[157, 1758, 787, 1766]
version: A2 bbox=[1024, 2325, 1031, 2331]
attention-line: Не използвайте този продукт в горещи, студени, запрашени или влажни среди. bbox=[34, 565, 273, 572]
instruction-title: Σύνδεση κάμερας Web: bbox=[737, 119, 809, 126]
attention-line: Nedotýkejte se objektivu rukama, ostrými ani drsnými předměty. Otřete čistým měkkým hadříkem. bbox=[385, 573, 665, 581]
attention-block bbox=[386, 557, 697, 598]
instruction-line: 2. Όταν χρησιμοποιείτε επιτραπέζιο υπολογιστή, είναι προτιμότερο να συνδέετε την κάμερα web στη διεπαφή USB στο πίσω μέρος του υπολογιστή. bbox=[737, 159, 1023, 175]
attention-line: Do not disassemble this product. bbox=[34, 495, 128, 503]
weee-item bbox=[86, 2111, 1048, 2137]
